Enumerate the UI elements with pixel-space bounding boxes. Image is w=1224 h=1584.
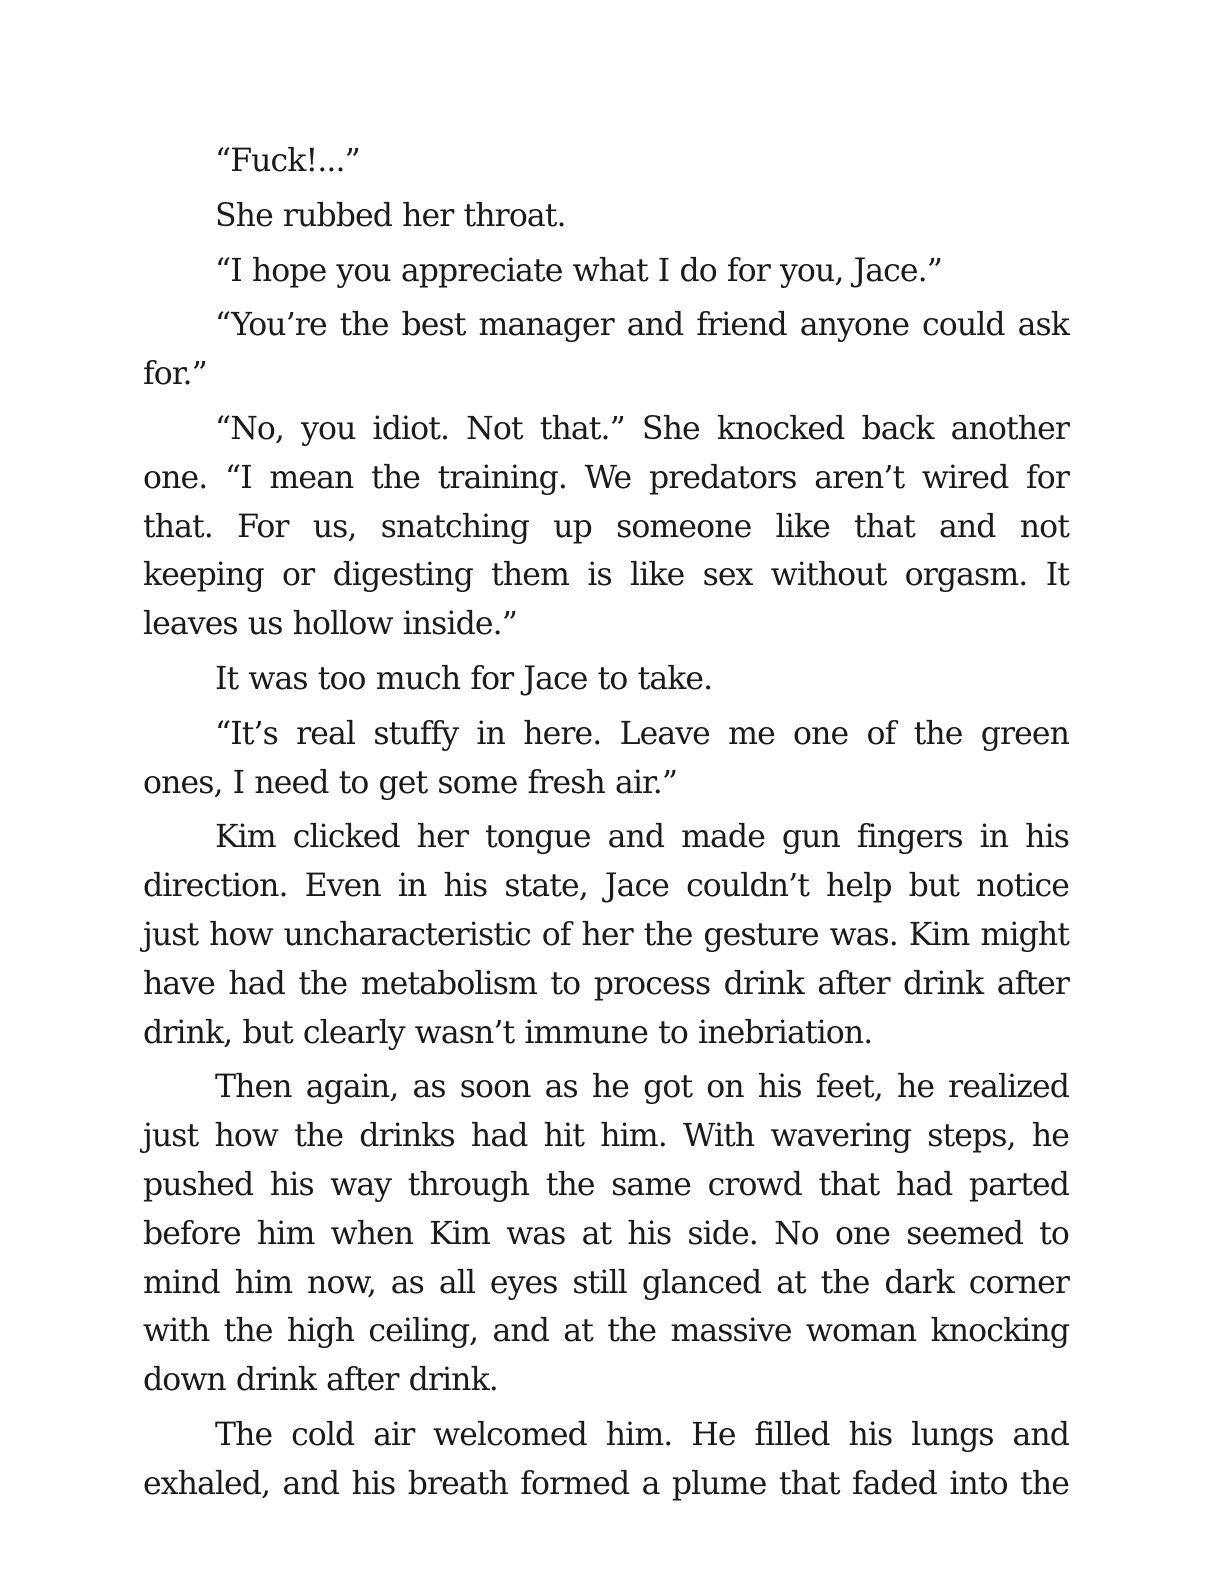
paragraph: “It’s real stuffy in here. Leave me one of the green ones, I need to get some fresh air.” <box>143 715 1069 801</box>
paragraph: She rubbed her throat. <box>215 197 566 234</box>
paragraph: “You’re the best manager and friend anyone could ask for.” <box>143 307 1069 393</box>
paragraph: “No, you idiot. Not that.” She knocked back another one. “I mean the training. We predators aren’t wired for that. For us, snatching up someone like that and not keeping or digesting them is like sex without orgasm. It leaves us hollow inside.” <box>143 410 1069 643</box>
paragraph: The cold air welcomed him. He filled his lungs and exhaled, and his breath formed a plume that faded into the <box>143 1416 1069 1502</box>
paragraph: Kim clicked her tongue and made gun fingers in his direction. Even in his state, Jace couldn’t help but notice just how uncharacteristic of her the gesture was. Kim might have had the metabolism to process drink after drink after drink, but clearly wasn’t immune to inebriation. <box>143 819 1069 1051</box>
paragraph: “I hope you appreciate what I do for you, Jace.” <box>215 252 942 289</box>
paragraph: It was too much for Jace to take. <box>215 660 713 697</box>
paragraph: Then again, as soon as he got on his feet, he realized just how the drinks had hit him. With wavering steps, he pushed his way through the same crowd that had parted before him when Kim was at his side. No one seemed to mind him now, as all eyes still glanced at the dark corner with the high ceiling, and at the massive woman knocking down drink after drink. <box>143 1069 1069 1399</box>
book-page <box>143 137 1069 1515</box>
paragraph: “Fuck!...” <box>215 143 360 179</box>
